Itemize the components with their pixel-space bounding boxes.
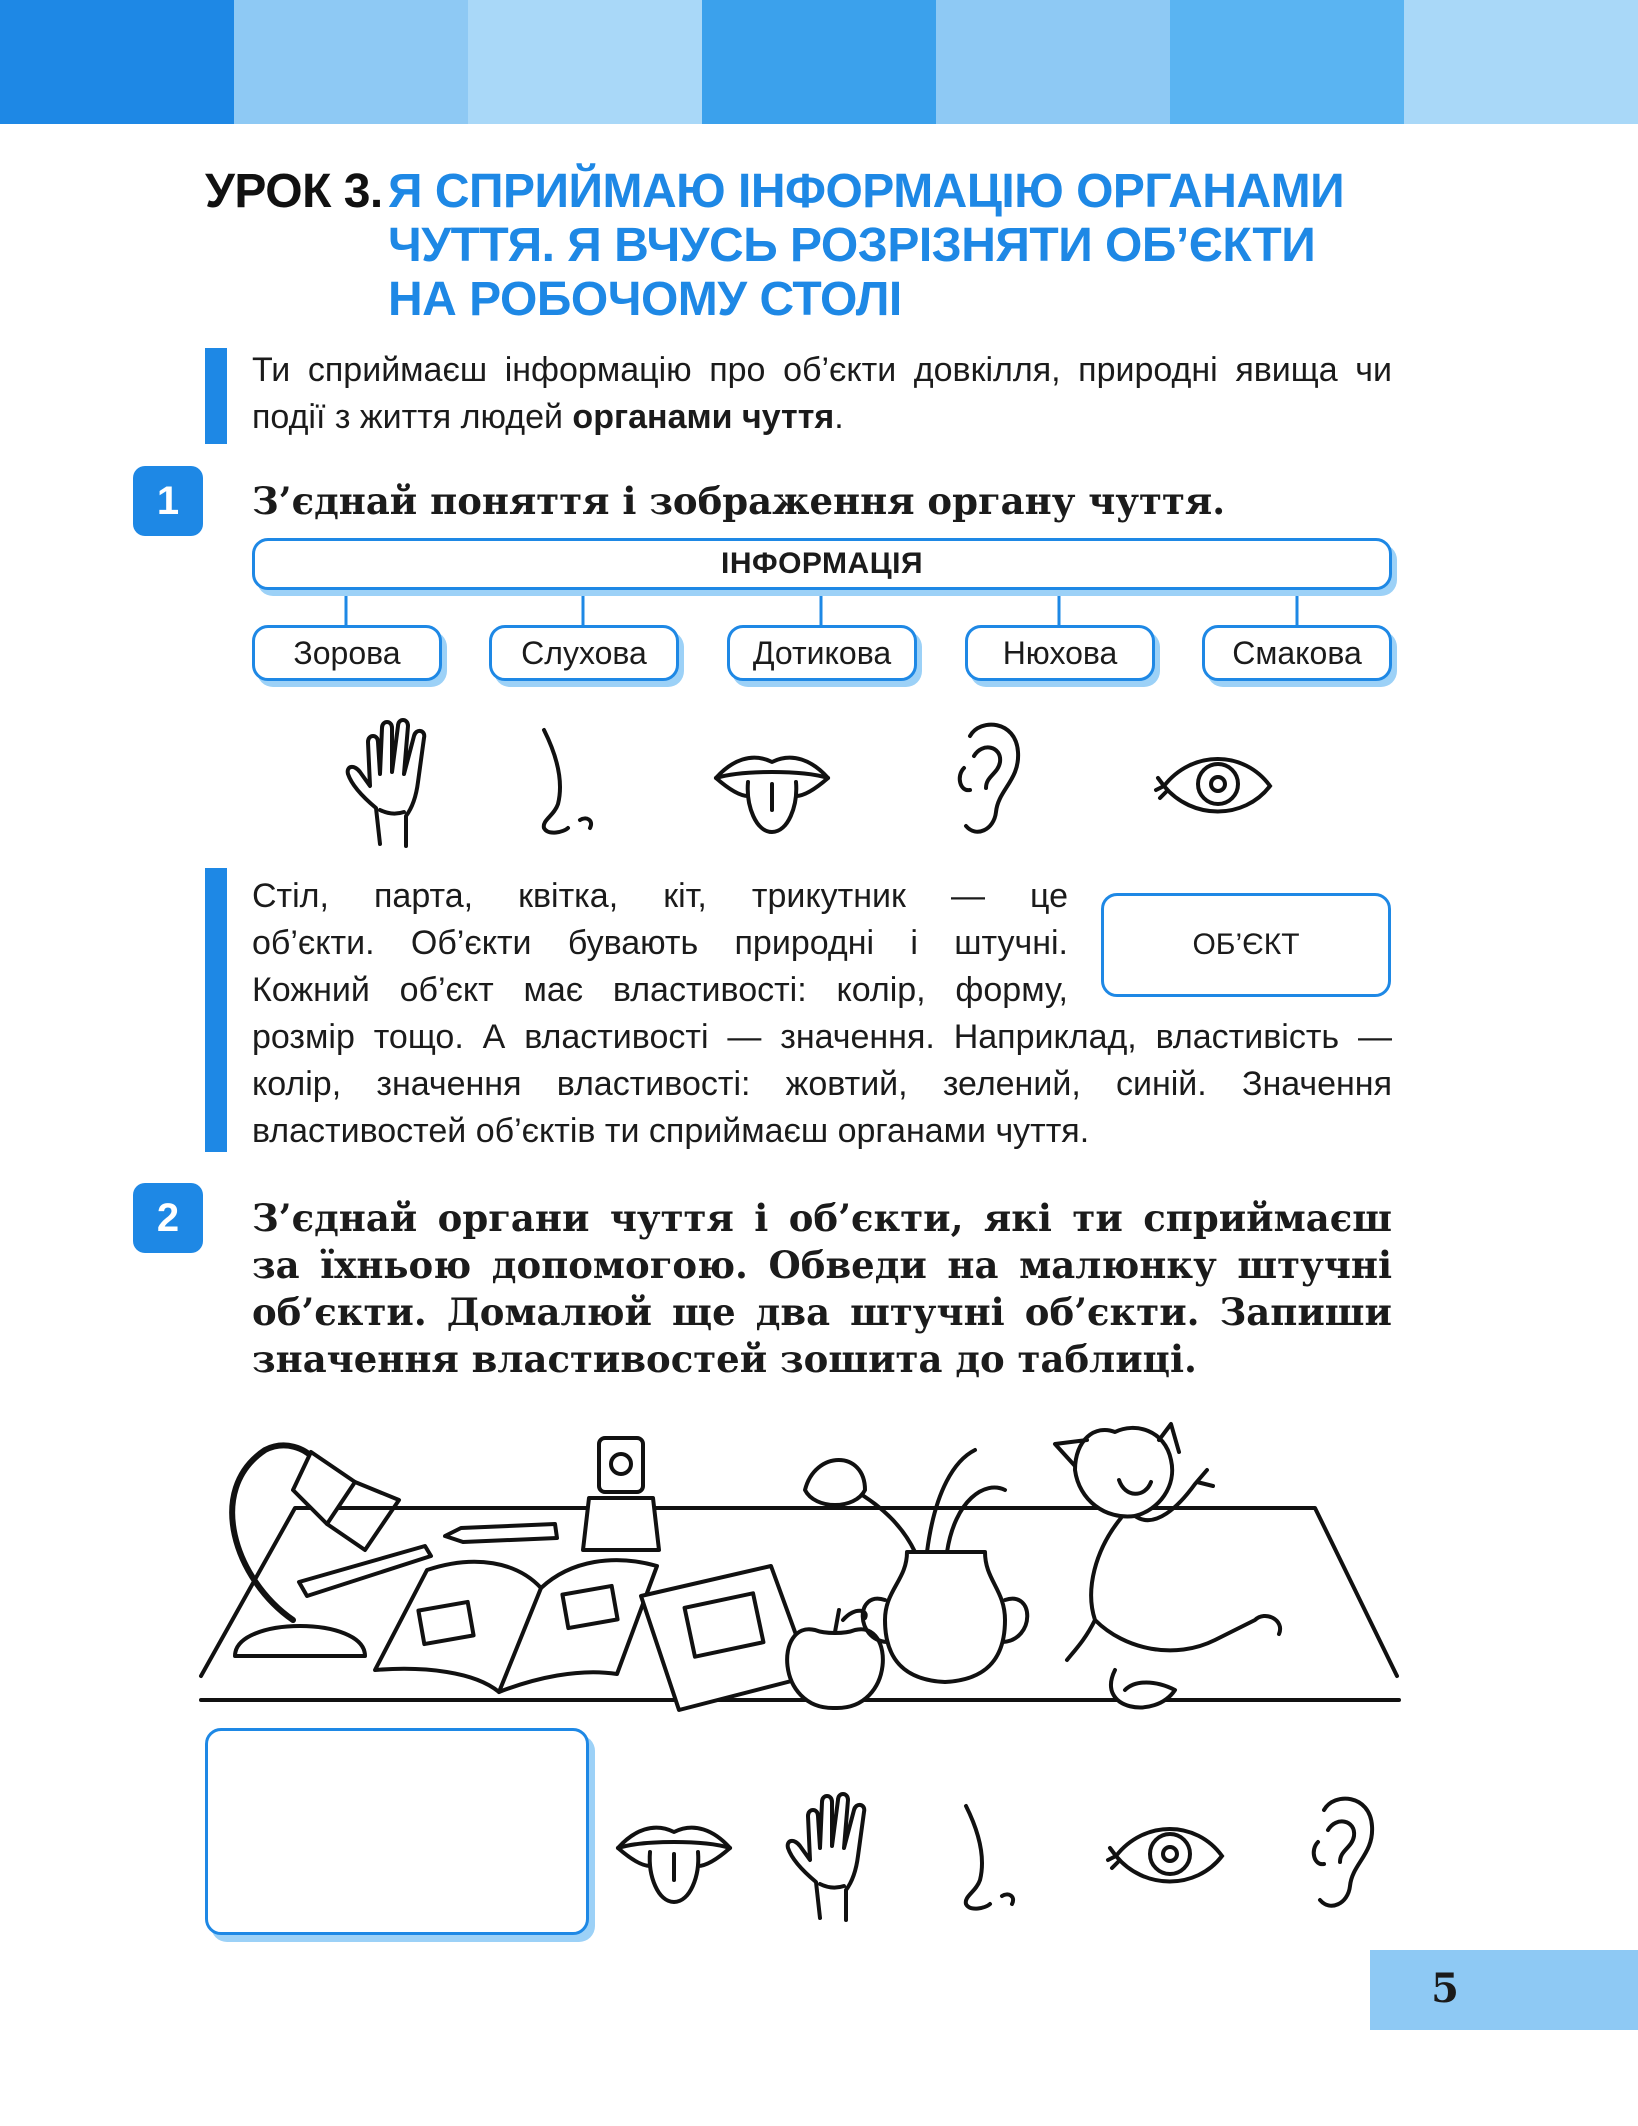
ear-icon[interactable]: [1300, 1790, 1380, 1914]
task-2-badge: 2: [133, 1183, 203, 1253]
page-number: 5: [1431, 1964, 1459, 2012]
objects-accent-bar: [205, 868, 227, 1152]
answer-box[interactable]: [205, 1728, 589, 1935]
task-1-badge: 1: [133, 466, 203, 536]
mouth-icon[interactable]: [614, 1812, 734, 1908]
pen: [299, 1546, 431, 1596]
intro-bold: органами чуття: [572, 398, 835, 436]
objects-info-line: об’єкти. Об’єкти бувають природні і штучні.: [252, 924, 1068, 962]
title-line: ЧУТТЯ. Я ВЧУСЬ РОЗРІЗНЯТИ ОБ’ЄКТИ: [388, 219, 1316, 272]
type-olfactory[interactable]: Нюхова: [965, 625, 1155, 681]
task-1-instruction: З’єднай поняття і зображення органу чуття.: [252, 479, 1226, 523]
sharpener: [583, 1438, 659, 1550]
page-number-tab: [1370, 1950, 1638, 2030]
lamp: [232, 1445, 399, 1656]
desk-illustration: [195, 1420, 1405, 1740]
eye-icon[interactable]: [1152, 748, 1278, 820]
apple: [787, 1610, 883, 1708]
information-box: ІНФОРМАЦІЯ: [252, 538, 1392, 590]
pencil: [445, 1524, 557, 1542]
nose-icon[interactable]: [534, 724, 604, 838]
title-line: Я СПРИЙМАЮ ІНФОРМАЦІЮ ОРГАНАМИ: [388, 165, 1345, 218]
type-tactile[interactable]: Дотикова: [727, 625, 917, 681]
task-2-instruction: З’єднай органи чуття і об’єкти, які ти сприймаєш за їхньою допомогою. Обведи на малюнку штучні об’єкти. Домалюй ще два штучні об’єкти. Запиши значення властивостей зошита до таблиці.: [252, 1196, 1392, 1381]
connector-lines: [0, 0, 1638, 700]
intro-text: Ти сприймаєш інформацію про об’єкти довкілля, природні явища чи події з життя людей: [252, 351, 1392, 436]
intro-text-end: .: [834, 398, 844, 436]
open-book: [375, 1560, 657, 1692]
eye-icon[interactable]: [1104, 1818, 1230, 1890]
objects-info-line: Стіл, парта, квітка, кіт, трикутник — це: [252, 877, 1068, 915]
notebook: [641, 1566, 811, 1710]
object-box: ОБ’ЄКТ: [1101, 893, 1391, 997]
hand-icon[interactable]: [340, 712, 452, 850]
cat: [1055, 1424, 1280, 1707]
nose-icon[interactable]: [956, 1800, 1026, 1914]
objects-info-top: [252, 873, 1068, 1014]
type-visual[interactable]: Зорова: [252, 625, 442, 681]
type-auditory[interactable]: Слухова: [489, 625, 679, 681]
hand-icon[interactable]: [780, 1786, 892, 1924]
objects-info-rest: розмір тощо. А властивості — значення. Наприклад, властивість — колір, значення властивості: жовтий, зелений, синій. Значення властивостей об’єктів ти сприймаєш органами чуття.: [252, 1018, 1392, 1150]
type-gustatory[interactable]: Смакова: [1202, 625, 1392, 681]
mouth-icon[interactable]: [712, 742, 832, 838]
ear-icon[interactable]: [946, 716, 1026, 840]
lesson-number: УРОК 3.: [205, 165, 383, 218]
objects-info-line: Кожний об’єкт має властивості: колір, форму,: [252, 971, 1068, 1009]
title-line: НА РОБОЧОМУ СТОЛІ: [388, 273, 902, 326]
